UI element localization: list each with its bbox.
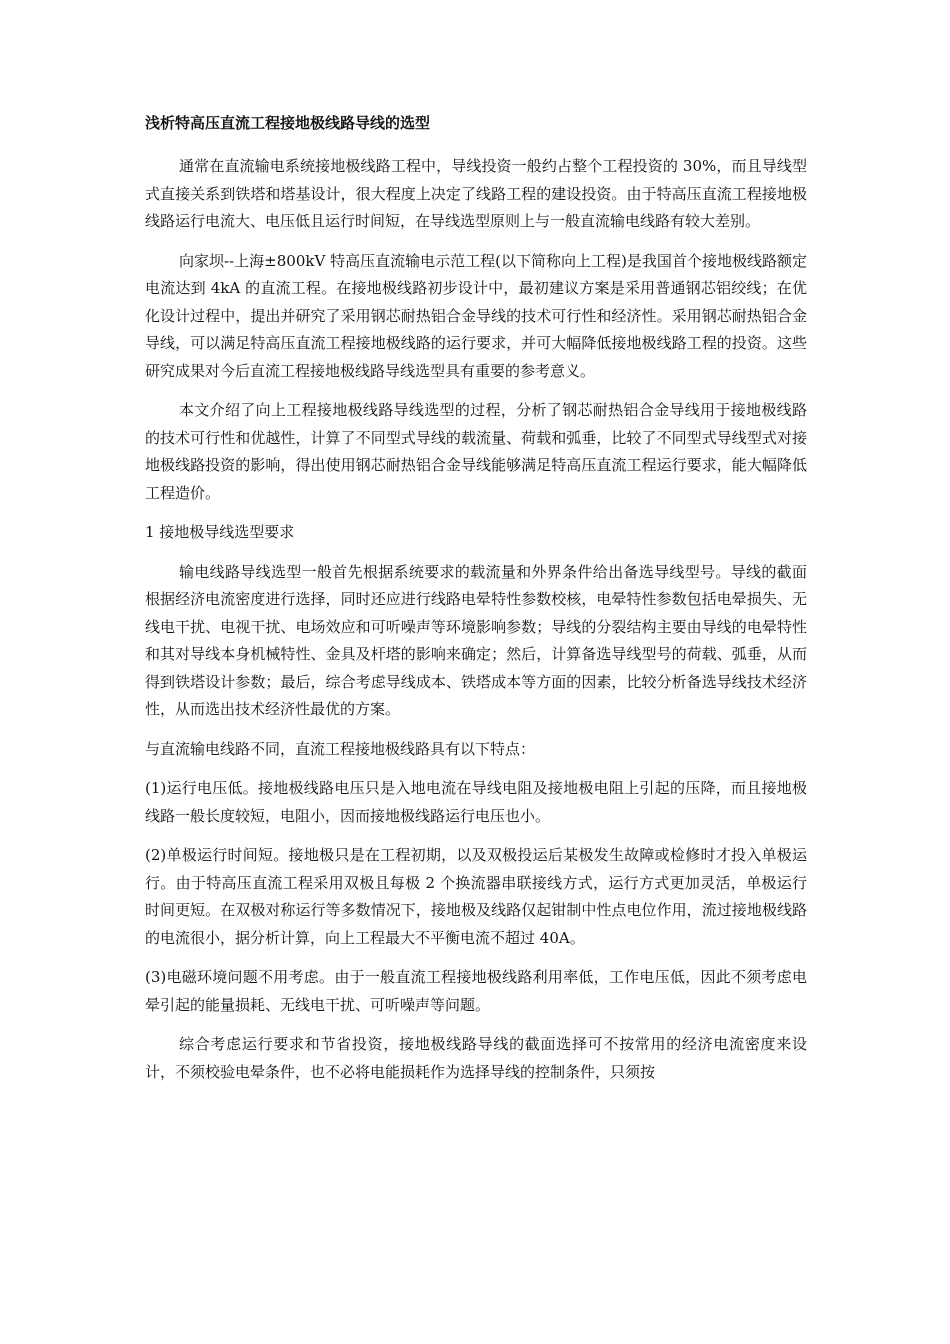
section-1-heading: 1 接地极导线选型要求 [145, 523, 295, 541]
intro-paragraph-1: 通常在直流输电系统接地极线路工程中，导线投资一般约占整个工程投资的 30%，而且导线型式直接关系到铁塔和塔基设计，很大程度上决定了线路工程的建设投资。由于特高压直流工程接地极线路运行电流大、电压低且运行时间短，在导线选型原则上与一般直流输电线路有较大差别。 [145, 157, 807, 230]
feature-item-1: (1)运行电压低。接地极线路电压只是入地电流在导线电阻及接地极电阻上引起的压降，而且接地极线路一般长度较短，电阻小，因而接地极线路运行电压也小。 [145, 779, 807, 825]
features-intro: 与直流输电线路不同，直流工程接地极线路具有以下特点： [145, 739, 536, 758]
feature-item-2: (2)单极运行时间短。接地极只是在工程初期，以及双极投运后某极发生故障或检修时才投入单极运行。由于特高压直流工程采用双极且每极 2 个换流器串联接线方式，运行方式更加灵活，单极运行时间更短。在双极对称运行等多数情况下，接地极及线路仅起钳制中性点电位作用，流过接地极线路的电流很小，据分析计算，向上工程最大不平衡电流不超过 40A。 [145, 846, 807, 947]
intro-paragraph-3: 本文介绍了向上工程接地极线路导线选型的过程，分析了钢芯耐热铝合金导线用于接地极线路的技术可行性和优越性，计算了不同型式导线的载流量、荷载和弧垂，比较了不同型式导线型式对接地极线路投资的影响，得出使用钢芯耐热铝合金导线能够满足特高压直流工程运行要求，能大幅降低工程造价。 [145, 401, 807, 502]
feature-item-3: (3)电磁环境问题不用考虑。由于一般直流工程接地极线路利用率低，工作电压低，因此不须考虑电晕引起的能量损耗、无线电干扰、可听噪声等问题。 [145, 968, 807, 1014]
section-1-paragraph: 输电线路导线选型一般首先根据系统要求的载流量和外界条件给出备选导线型号。导线的截面根据经济电流密度进行选择，同时还应进行线路电晕特性参数校核，电晕特性参数包括电晕损失、无线电干扰、电视干扰、电场效应和可听噪声等环境影响参数；导线的分裂结构主要由导线的电晕特性和其对导线本身机械特性、金具及杆塔的影响来确定；然后，计算备选导线型号的荷载、弧垂，从而得到铁塔设计参数；最后，综合考虑导线成本、铁塔成本等方面的因素，比较分析备选导线技术经济性，从而选出技术经济性最优的方案。 [145, 562, 807, 718]
closing-paragraph: 综合考虑运行要求和节省投资，接地极线路导线的截面选择可不按常用的经济电流密度来设计，不须校验电晕条件，也不必将电能损耗作为选择导线的控制条件，只须按 [145, 1035, 807, 1081]
document-title: 浅析特高压直流工程接地极线路导线的选型 [145, 114, 431, 132]
document-page [145, 112, 807, 1098]
intro-paragraph-2: 向家坝--上海±800kV 特高压直流输电示范工程(以下简称向上工程)是我国首个接地极线路额定电流达到 4kA 的直流工程。在接地极线路初步设计中，最初建议方案是采用普通钢芯铝绞线；在优化设计过程中，提出并研究了采用钢芯耐热铝合金导线的技术可行性和经济性。采用钢芯耐热铝合金导线，可以满足特高压直流工程接地极线路的运行要求，并可大幅降低接地极线路工程的投资。这些研究成果对今后直流工程接地极线路导线选型具有重要的参考意义。 [145, 251, 807, 380]
